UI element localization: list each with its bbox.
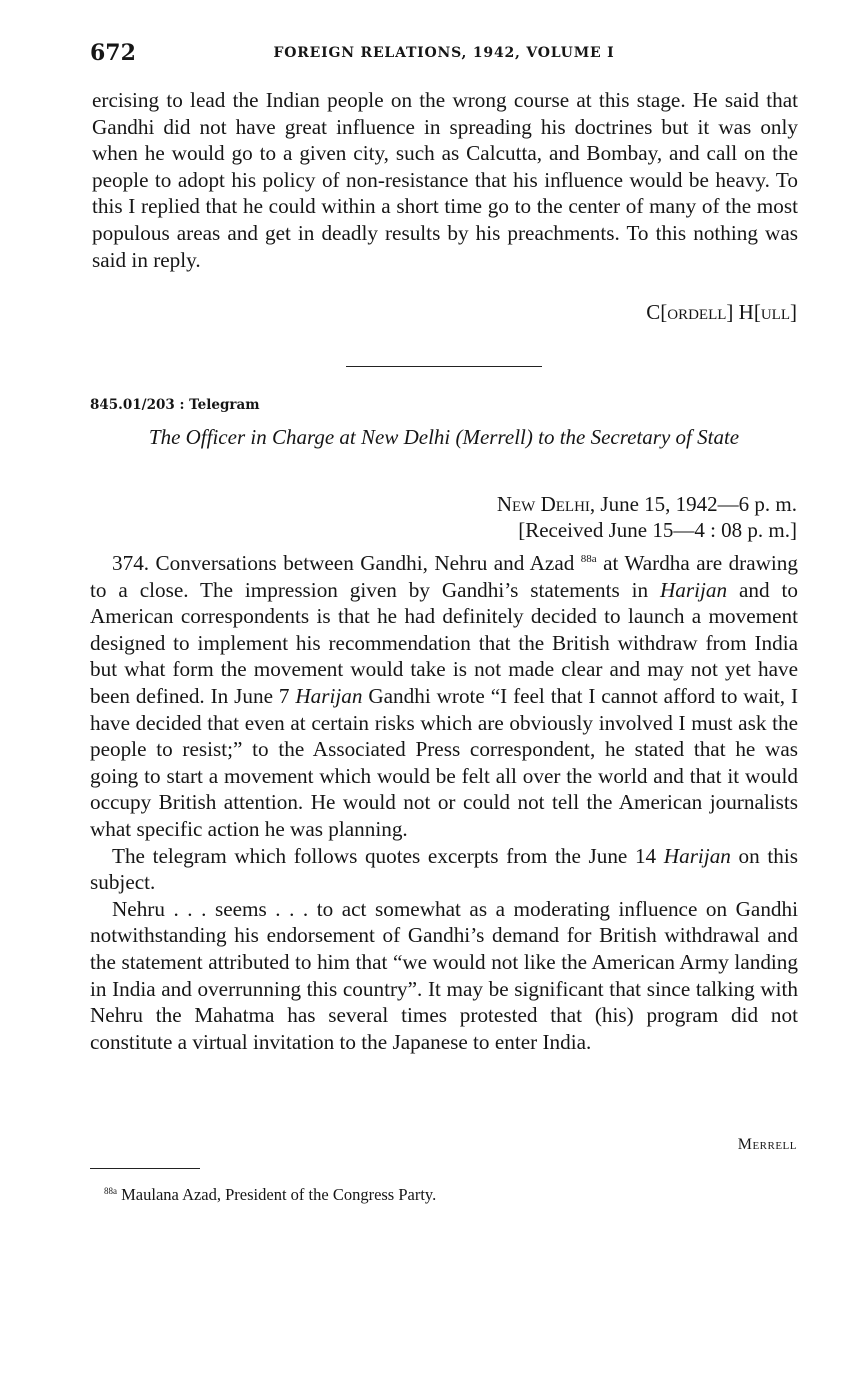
continued-paragraph-text: ercising to lead the Indian people on the wrong course at this stage. He said that Gandhi did not have great influence in spreading his doctrines but it was only when he would go to a given city, such as Calcutta, and Bombay, and call on the people to adopt his policy of non-resistance that his influence would be heavy. To this I replied that he could within a short time go to the center of many of the most populous areas and get in deadly results by his preachments. To this nothing was said in reply. <box>92 88 798 272</box>
telegram-body <box>90 550 798 1055</box>
merrell-signature: Merrell <box>737 1136 797 1153</box>
telegram-paragraph: Nehru . . . seems . . . to act somewhat as a moderating influence on Gandhi notwithstanding his endorsement of Gandhi’s demand for British withdrawal and the statement attributed to him that “we would not like the American Army landing in India and overrunning this country”. It may be significant that since talking with Nehru the Mahatma has several times protested that (his) program did not constitute a virtual invitation to the Japanese to enter India. <box>90 896 798 1054</box>
file-reference: 845.01/203 : Telegram <box>90 397 260 413</box>
telegram-paragraph: The telegram which follows quotes excerpts from the June 14 Harijan on this subject. <box>90 843 798 895</box>
footnote <box>104 1185 436 1205</box>
running-head-title: FOREIGN RELATIONS, 1942, VOLUME I <box>273 45 615 61</box>
footnote-divider <box>90 1168 200 1169</box>
dateline: New Delhi, June 15, 1942—6 p. m. <box>496 492 797 516</box>
running-head <box>90 40 798 68</box>
telegram-paragraph: 374. Conversations between Gandhi, Nehru and Azad $^{88a}$ at Wardha are drawing to a close. The impression given by Gandhi’s statements in Harijan and to American correspondents is that he had definitely decided to launch a movement designed to implement his recommendation that the British withdraw from India but what form the movement would take is not made clear and may not yet have been defined. In June 7 Harijan Gandhi wrote “I feel that I cannot afford to wait, I have decided that even at certain risks which are obviously involved I must ask the people to resist;” to the Associated Press correspondent, he stated that he was going to start a movement which would be felt all over the world and that it would occupy British attention. He would not or could not tell the American journalists what specific action he was planning. <box>90 551 799 841</box>
page-number: 672 <box>90 40 136 66</box>
section-divider <box>346 366 542 367</box>
footnote-number: 88a <box>104 1186 117 1196</box>
continued-paragraph <box>92 87 798 273</box>
document-heading: The Officer in Charge at New Delhi (Merrell) to the Secretary of State <box>148 425 740 449</box>
received-line: [Received June 15—4 : 08 p. m.] <box>518 518 797 542</box>
footnote-text: Maulana Azad, President of the Congress Party. <box>117 1185 437 1204</box>
hull-signature: C[ordell] H[ull] <box>646 300 797 324</box>
footnote-marker: 88a <box>580 553 597 565</box>
